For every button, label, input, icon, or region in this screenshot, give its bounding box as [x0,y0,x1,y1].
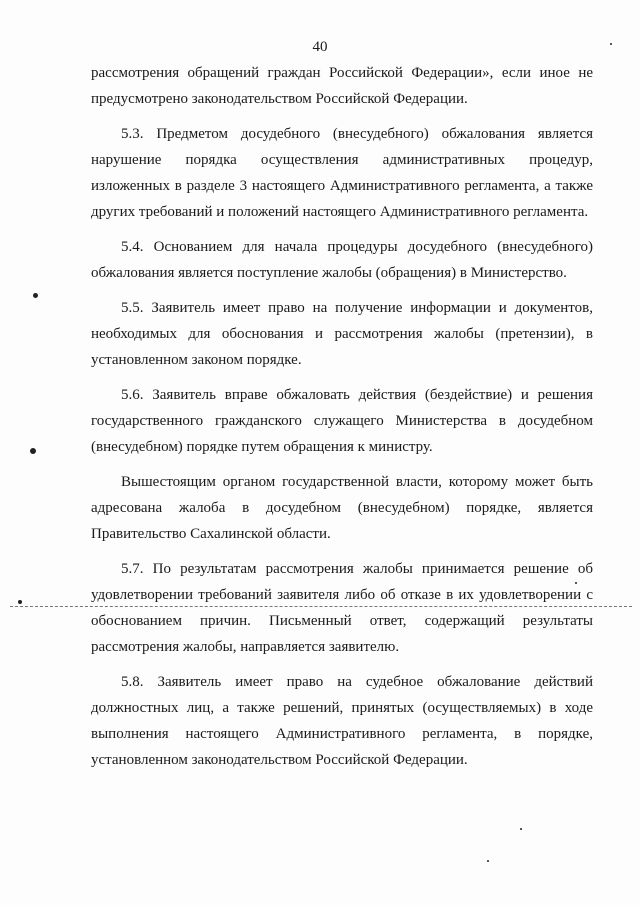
scan-speck [520,828,522,830]
paragraph-5-7: 5.7. По результатам рассмотрения жалобы принимается решение об удовлетворении требований заявителя либо об отказе в их удовлетворении с обоснованием причин. Письменный ответ, содержащий результаты рассмотрения жалобы, направляется заявителю. [91,561,593,655]
paragraph-continuation: рассмотрения обращений граждан Российской Федерации», если иное не предусмотрено законодательством Российской Федерации. [91,65,593,107]
paragraph-5-6: 5.6. Заявитель вправе обжаловать действия (бездействие) и решения государственного гражданского служащего Министерства в досудебном (внесудебном) порядке путем обращения к министру. [91,387,593,455]
paragraph-5-4: 5.4. Основанием для начала процедуры досудебного (внесудебного) обжалования является поступление жалобы (обращения) в Министерство. [91,239,593,281]
paragraph-5-5: 5.5. Заявитель имеет право на получение информации и документов, необходимых для обоснования и рассмотрения жалобы (претензии), в установленном законом порядке. [91,300,593,368]
scan-speck [610,43,612,45]
scan-speck [30,448,36,454]
page-number: 40 [312,39,328,55]
paragraph-5-8: 5.8. Заявитель имеет право на судебное обжалование действий должностных лиц, а также решений, принятых (осуществляемых) в ходе выполнения настоящего Административного регламента, в порядке, установленном законодательством Российской Федерации. [91,674,593,768]
scan-speck [487,860,489,862]
document-body [91,60,593,782]
paragraph-higher-authority: Вышестоящим органом государственной власти, которому может быть адресована жалоба в досудебном (внесудебном) порядке, является Правительство Сахалинской области. [91,474,593,542]
scan-speck [575,582,577,584]
scan-fold-line [10,606,632,607]
paragraph-5-3: 5.3. Предметом досудебного (внесудебного) обжалования является нарушение порядка осуществления административных процедур, изложенных в разделе 3 настоящего Административного регламента, а также других требований и положений настоящего Административного регламента. [91,126,593,220]
scan-speck [33,293,38,298]
scan-speck [18,600,22,604]
